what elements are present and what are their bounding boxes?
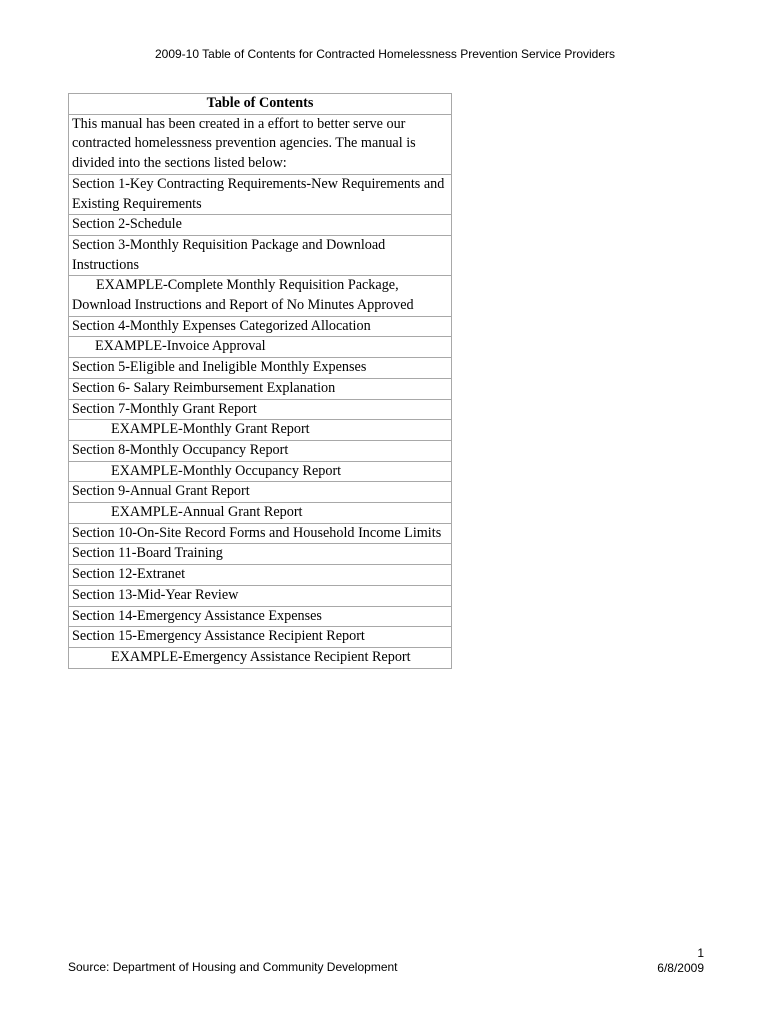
toc-row [69, 276, 452, 316]
toc-entry: EXAMPLE-Emergency Assistance Recipient Report [69, 647, 452, 668]
toc-row [69, 503, 452, 524]
footer-source: Source: Department of Housing and Community Development [68, 960, 398, 974]
footer-date: 6/8/2009 [657, 961, 704, 975]
toc-entry: Section 10-On-Site Record Forms and Household Income Limits [69, 523, 452, 544]
toc-entry: Section 7-Monthly Grant Report [69, 399, 452, 420]
toc-row [69, 316, 452, 337]
toc-body [69, 114, 452, 668]
page-number: 1 [697, 946, 704, 960]
toc-row [69, 378, 452, 399]
toc-entry: Section 9-Annual Grant Report [69, 482, 452, 503]
toc-entry: EXAMPLE-Complete Monthly Requisition Package, Download Instructions and Report of No Minutes Approved [69, 276, 452, 316]
toc-row [69, 482, 452, 503]
toc-row [69, 399, 452, 420]
toc-entry: Section 5-Eligible and Ineligible Monthly Expenses [69, 358, 452, 379]
toc-row [69, 647, 452, 668]
page-header-title: 2009-10 Table of Contents for Contracted Homelessness Prevention Service Providers [154, 47, 616, 61]
toc-row [69, 440, 452, 461]
toc-row [69, 544, 452, 565]
toc-entry: EXAMPLE-Invoice Approval [69, 337, 452, 358]
toc-entry: Section 8-Monthly Occupancy Report [69, 440, 452, 461]
toc-row [69, 358, 452, 379]
toc-row [69, 235, 452, 275]
toc-row [69, 215, 452, 236]
toc-entry: Section 1-Key Contracting Requirements-New Requirements and Existing Requirements [69, 174, 452, 214]
toc-entry: Section 11-Board Training [69, 544, 452, 565]
toc-heading: Table of Contents [69, 94, 452, 115]
toc-entry: EXAMPLE-Monthly Grant Report [69, 420, 452, 441]
toc-row [69, 461, 452, 482]
toc-entry: Section 3-Monthly Requisition Package and Download Instructions [69, 235, 452, 275]
toc-intro-row [69, 114, 452, 174]
toc-row [69, 627, 452, 648]
toc-row [69, 565, 452, 586]
toc-entry: EXAMPLE-Annual Grant Report [69, 503, 452, 524]
toc-entry: Section 4-Monthly Expenses Categorized Allocation [69, 316, 452, 337]
toc-heading-row [69, 94, 452, 115]
toc-row [69, 337, 452, 358]
toc-intro: This manual has been created in a effort to better serve our contracted homelessness prevention agencies. The manual is divided into the sections listed below: [69, 114, 452, 174]
toc-entry: Section 15-Emergency Assistance Recipient Report [69, 627, 452, 648]
toc-entry: Section 6- Salary Reimbursement Explanation [69, 378, 452, 399]
toc-entry: Section 13-Mid-Year Review [69, 585, 452, 606]
table-of-contents [68, 93, 452, 669]
toc-entry: Section 14-Emergency Assistance Expenses [69, 606, 452, 627]
toc-entry: Section 12-Extranet [69, 565, 452, 586]
toc-row [69, 420, 452, 441]
toc-row [69, 174, 452, 214]
toc-entry: Section 2-Schedule [69, 215, 452, 236]
toc-row [69, 585, 452, 606]
footer-page-info [657, 946, 704, 976]
toc-row [69, 606, 452, 627]
toc-entry: EXAMPLE-Monthly Occupancy Report [69, 461, 452, 482]
toc-row [69, 523, 452, 544]
